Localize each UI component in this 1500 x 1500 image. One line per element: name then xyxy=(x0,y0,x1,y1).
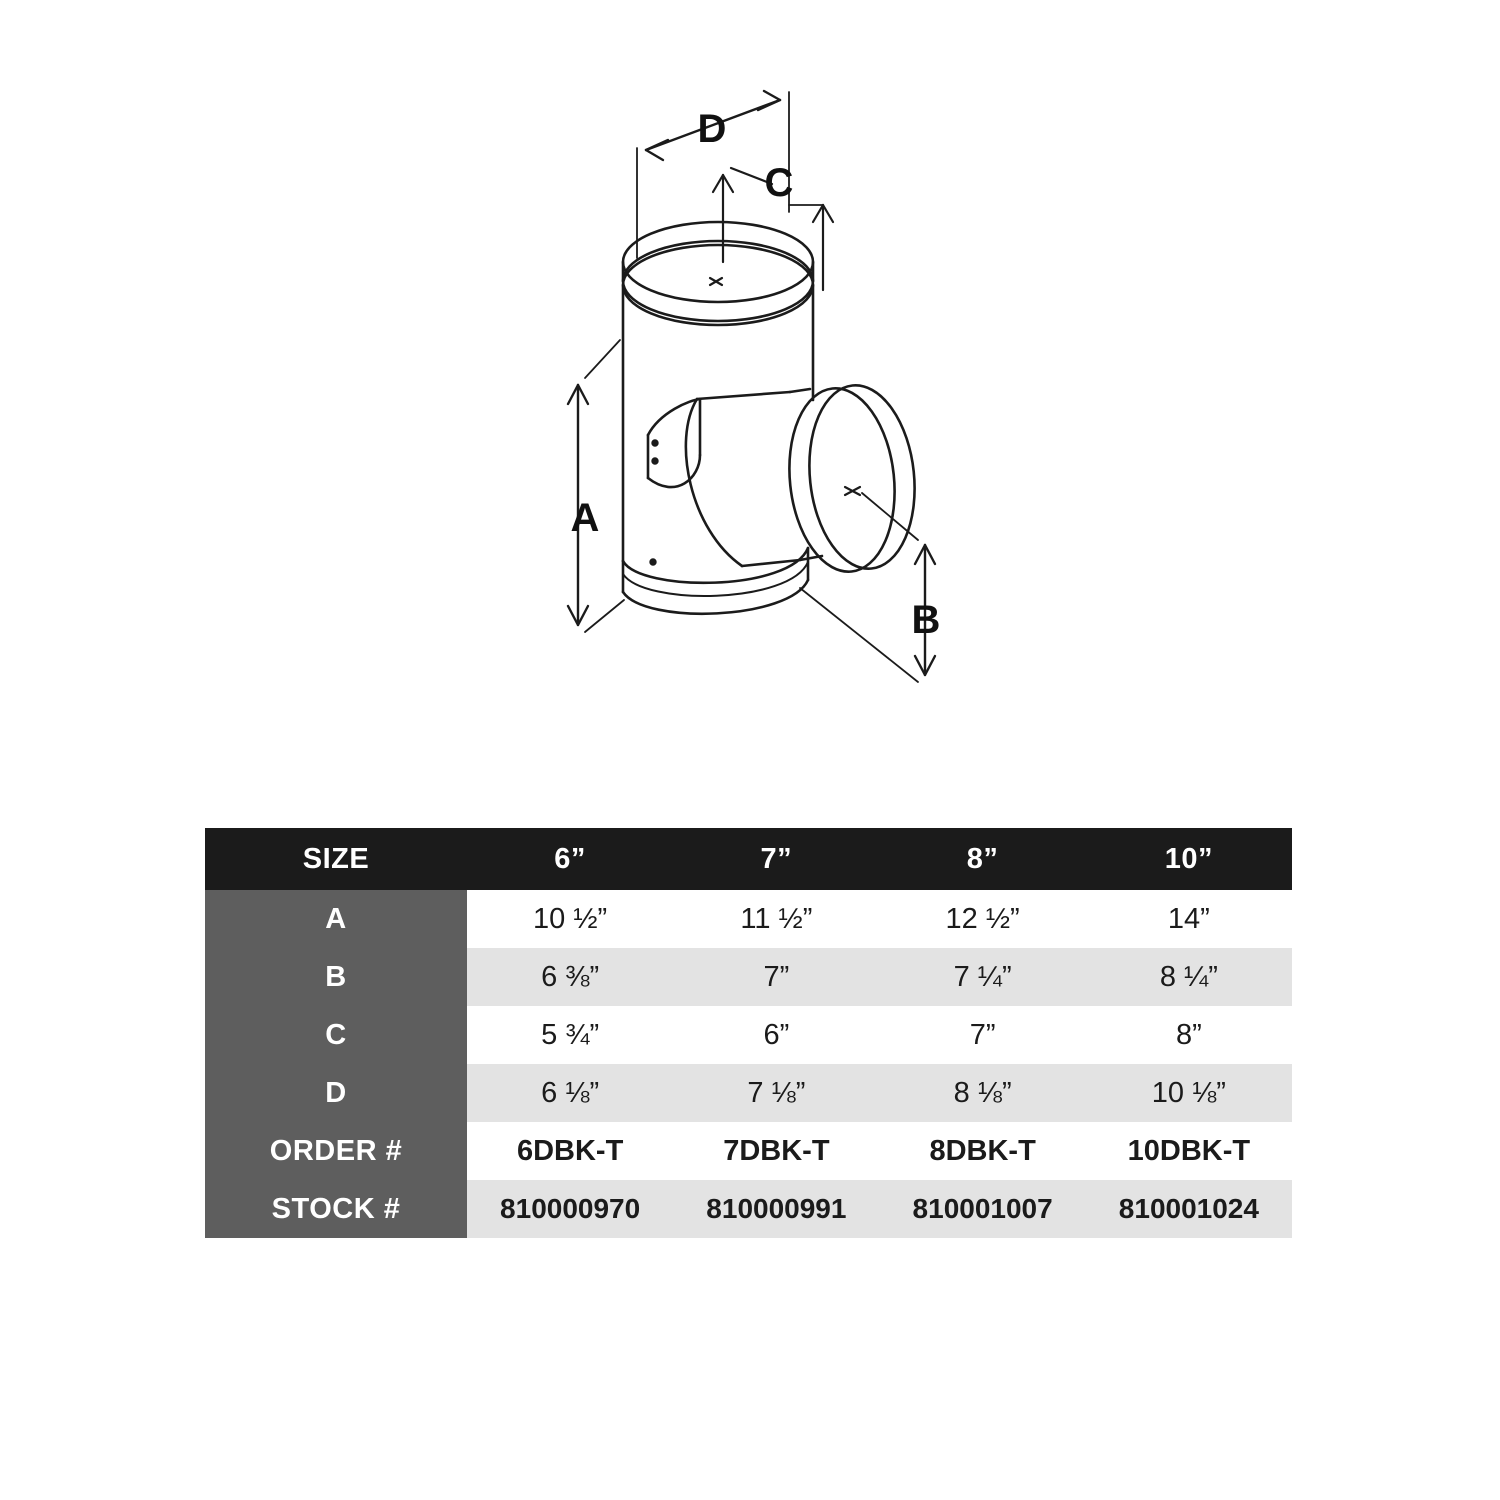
header-7in: 7” xyxy=(673,828,879,890)
dim-b-leader-top xyxy=(862,493,918,540)
cell-order-6: 6DBK-T xyxy=(467,1122,673,1180)
cell-stock-8: 810001007 xyxy=(880,1180,1086,1238)
header-8in: 8” xyxy=(880,828,1086,890)
cell-d-6: 6 ⅛” xyxy=(467,1064,673,1122)
cell-b-10: 8 ¼” xyxy=(1086,948,1292,1006)
top-center-cross xyxy=(710,278,722,285)
cell-d-7: 7 ⅛” xyxy=(673,1064,879,1122)
table-row xyxy=(205,1180,1292,1238)
cell-stock-7: 810000991 xyxy=(673,1180,879,1238)
branch-inner-ring xyxy=(801,380,924,574)
row-label-stock: STOCK # xyxy=(205,1180,467,1238)
top-collar-outer-ellipse xyxy=(623,222,813,302)
cell-a-8: 12 ½” xyxy=(880,890,1086,948)
cell-c-7: 6” xyxy=(673,1006,879,1064)
row-label-b: B xyxy=(205,948,467,1006)
cell-b-7: 7” xyxy=(673,948,879,1006)
cell-b-8: 7 ¼” xyxy=(880,948,1086,1006)
row-label-c: C xyxy=(205,1006,467,1064)
cell-stock-6: 810000970 xyxy=(467,1180,673,1238)
cell-c-10: 8” xyxy=(1086,1006,1292,1064)
row-label-d: D xyxy=(205,1064,467,1122)
cell-order-8: 8DBK-T xyxy=(880,1122,1086,1180)
table-row xyxy=(205,1122,1292,1180)
branch-outer-ring xyxy=(781,383,904,577)
cell-order-7: 7DBK-T xyxy=(673,1122,879,1180)
branch-intersection-curve xyxy=(686,399,742,566)
cell-order-10: 10DBK-T xyxy=(1086,1122,1292,1180)
row-label-a: A xyxy=(205,890,467,948)
cell-b-6: 6 ⅜” xyxy=(467,948,673,1006)
body-top-opening xyxy=(623,245,813,325)
header-6in: 6” xyxy=(467,828,673,890)
table-row xyxy=(205,890,1292,948)
branch-collar-top-edge xyxy=(790,389,810,392)
dim-a-leader-bottom xyxy=(585,600,624,632)
cleanout-rivet-bottom xyxy=(653,459,658,464)
dim-label-d: D xyxy=(697,107,727,151)
cell-a-10: 14” xyxy=(1086,890,1292,948)
cell-stock-10: 810001024 xyxy=(1086,1180,1292,1238)
branch-top-line xyxy=(697,392,790,399)
cell-d-10: 10 ⅛” xyxy=(1086,1064,1292,1122)
cell-a-7: 11 ½” xyxy=(673,890,879,948)
bottom-collar-bottom-curve xyxy=(623,580,808,614)
table-row xyxy=(205,1006,1292,1064)
dim-label-c: C xyxy=(764,161,794,205)
cell-c-8: 7” xyxy=(880,1006,1086,1064)
row-label-order: ORDER # xyxy=(205,1122,467,1180)
table-header-row xyxy=(205,828,1292,890)
cleanout-plate-top xyxy=(648,399,700,435)
cell-c-6: 5 ¾” xyxy=(467,1006,673,1064)
body-rivet xyxy=(651,560,656,565)
cell-d-8: 8 ⅛” xyxy=(880,1064,1086,1122)
table-row xyxy=(205,948,1292,1006)
spec-table xyxy=(205,828,1292,1238)
dim-label-a: A xyxy=(570,496,600,540)
table-row xyxy=(205,1064,1292,1122)
header-10in: 10” xyxy=(1086,828,1292,890)
dim-label-b: B xyxy=(911,598,941,642)
cell-a-6: 10 ½” xyxy=(467,890,673,948)
spec-table-container xyxy=(205,828,1292,1238)
branch-center-cross xyxy=(845,487,860,495)
dim-b-leader-bottom xyxy=(800,588,918,682)
cleanout-rivet-top xyxy=(653,441,658,446)
bottom-collar-seam xyxy=(623,562,808,596)
bottom-collar-top-curve xyxy=(623,548,808,583)
header-size: SIZE xyxy=(205,828,467,890)
dim-a-leader-top xyxy=(585,340,620,378)
